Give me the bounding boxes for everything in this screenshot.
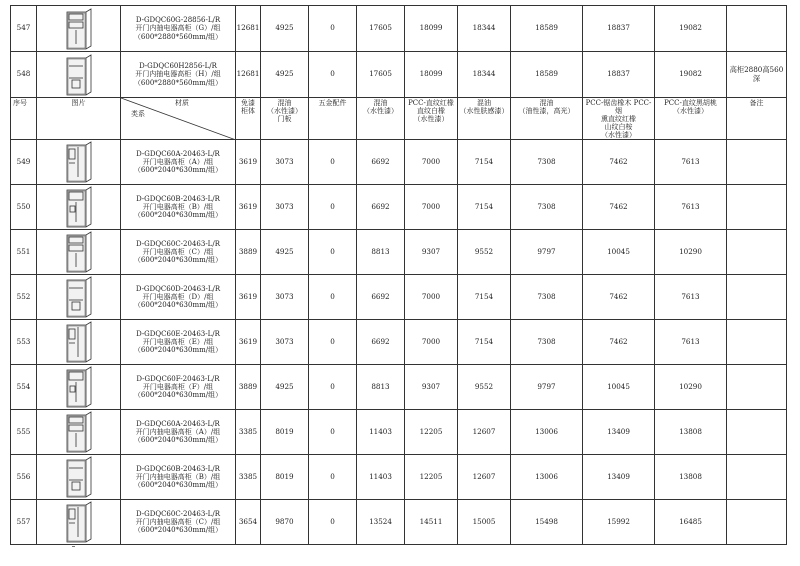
description-line3: （600*2040*630mm/组） bbox=[133, 211, 223, 220]
price-v3: 0 bbox=[309, 365, 357, 410]
price-v5: 18099 bbox=[405, 52, 458, 98]
price-v8: 7462 bbox=[583, 320, 655, 365]
price-v2: 8019 bbox=[261, 410, 309, 455]
price-v3: 0 bbox=[309, 455, 357, 500]
row-remark bbox=[727, 455, 787, 500]
row-image bbox=[37, 140, 121, 185]
price-v6: 7154 bbox=[458, 320, 511, 365]
row-seq: 557 bbox=[11, 500, 37, 545]
description-line2: 开门内抽电器高柜（H）/组 bbox=[135, 70, 221, 79]
price-v8: 13409 bbox=[583, 410, 655, 455]
price-v4: 17605 bbox=[357, 52, 405, 98]
description-line2: 开门内抽电器高柜（C）/组 bbox=[135, 518, 221, 527]
price-v4: 17605 bbox=[357, 6, 405, 52]
price-v6: 15005 bbox=[458, 500, 511, 545]
price-v1: 3385 bbox=[236, 410, 261, 455]
price-v3: 0 bbox=[309, 275, 357, 320]
price-v7: 9797 bbox=[511, 230, 583, 275]
description-line1: D-GDQC60E-20463-L/R bbox=[136, 330, 220, 339]
description-line1: D-GDQC60D-20463-L/R bbox=[135, 285, 221, 294]
price-v3: 0 bbox=[309, 500, 357, 545]
price-v5: 12205 bbox=[405, 455, 458, 500]
row-seq: 552 bbox=[11, 275, 37, 320]
price-v1: 3619 bbox=[236, 275, 261, 320]
header-material-category bbox=[121, 98, 236, 140]
price-v9: 7613 bbox=[655, 185, 727, 230]
description-line3: （600*2040*630mm/组） bbox=[133, 346, 223, 355]
price-v6: 9552 bbox=[458, 365, 511, 410]
price-v4: 13524 bbox=[357, 500, 405, 545]
price-v7: 13006 bbox=[511, 410, 583, 455]
row-description bbox=[121, 185, 236, 230]
price-v3: 0 bbox=[309, 140, 357, 185]
row-image bbox=[37, 365, 121, 410]
header-door-a: 混油 （水性漆） 门板 bbox=[261, 98, 309, 140]
price-v9: 13808 bbox=[655, 410, 727, 455]
row-image bbox=[37, 230, 121, 275]
row-seq: 548 bbox=[11, 52, 37, 98]
table-row bbox=[11, 320, 787, 365]
row-image bbox=[37, 455, 121, 500]
description-line1: D-GDQC60A-20463-L/R bbox=[136, 420, 220, 429]
price-v8: 7462 bbox=[583, 185, 655, 230]
price-v8: 13409 bbox=[583, 455, 655, 500]
price-v9: 19082 bbox=[655, 52, 727, 98]
price-v9: 10290 bbox=[655, 230, 727, 275]
price-v3: 0 bbox=[309, 230, 357, 275]
cabinet-icon bbox=[37, 141, 120, 183]
row-image bbox=[37, 185, 121, 230]
cabinet-icon bbox=[37, 186, 120, 228]
row-image bbox=[37, 52, 121, 98]
price-v1: 3654 bbox=[236, 500, 261, 545]
row-description bbox=[121, 140, 236, 185]
cabinet-icon bbox=[37, 366, 120, 408]
price-v7: 18589 bbox=[511, 6, 583, 52]
cabinet-icon bbox=[37, 231, 120, 273]
cabinet-icon bbox=[37, 54, 120, 96]
description-line2: 开门内抽电器高柜（A）/组 bbox=[135, 428, 221, 437]
price-v7: 7308 bbox=[511, 140, 583, 185]
description-line2: 开门电器高柜（A）/组 bbox=[142, 158, 214, 167]
description-line2: 开门电器高柜（D）/组 bbox=[142, 293, 214, 302]
header-pcc-walnut: PCC-直纹黑胡桃 （水性漆） bbox=[655, 98, 727, 140]
row-seq: 549 bbox=[11, 140, 37, 185]
price-v1: 3889 bbox=[236, 230, 261, 275]
header-row bbox=[11, 98, 787, 140]
price-v4: 6692 bbox=[357, 275, 405, 320]
price-v9: 16485 bbox=[655, 500, 727, 545]
price-v7: 13006 bbox=[511, 455, 583, 500]
row-description bbox=[121, 500, 236, 545]
header-remark: 备注 bbox=[727, 98, 787, 140]
price-v5: 7000 bbox=[405, 320, 458, 365]
row-description bbox=[121, 230, 236, 275]
header-door-c: 混油 （水性肤感漆） bbox=[458, 98, 511, 140]
price-v7: 9797 bbox=[511, 365, 583, 410]
price-v4: 11403 bbox=[357, 410, 405, 455]
price-v8: 10045 bbox=[583, 365, 655, 410]
description-line1: D-GDQC60G-28856-L/R bbox=[135, 16, 221, 25]
description-line1: D-GDQC60C-20463-L/R bbox=[136, 510, 220, 519]
price-v5: 7000 bbox=[405, 275, 458, 320]
row-seq: 547 bbox=[11, 6, 37, 52]
row-remark bbox=[727, 365, 787, 410]
price-v1: 3889 bbox=[236, 365, 261, 410]
price-v8: 10045 bbox=[583, 230, 655, 275]
price-v4: 8813 bbox=[357, 230, 405, 275]
price-v5: 7000 bbox=[405, 185, 458, 230]
price-v2: 3073 bbox=[261, 320, 309, 365]
header-pcc-oak: PCC-直纹红橡 直纹白橡 （水性漆） bbox=[405, 98, 458, 140]
price-v6: 7154 bbox=[458, 140, 511, 185]
price-v8: 7462 bbox=[583, 140, 655, 185]
price-v3: 0 bbox=[309, 52, 357, 98]
description-line1: D-GDQC60A-20463-L/R bbox=[136, 150, 220, 159]
price-v2: 4925 bbox=[261, 6, 309, 52]
price-v6: 12607 bbox=[458, 455, 511, 500]
header-body: 免漆 柜体 bbox=[236, 98, 261, 140]
row-remark bbox=[727, 320, 787, 365]
price-v7: 7308 bbox=[511, 275, 583, 320]
header-hardware: 五金配件 bbox=[309, 98, 357, 140]
row-remark bbox=[727, 230, 787, 275]
row-description bbox=[121, 275, 236, 320]
price-v5: 12205 bbox=[405, 410, 458, 455]
price-v3: 0 bbox=[309, 410, 357, 455]
price-v3: 0 bbox=[309, 320, 357, 365]
description-line3: （600*2040*630mm/组） bbox=[133, 481, 223, 490]
table-row bbox=[11, 500, 787, 545]
price-v5: 9307 bbox=[405, 230, 458, 275]
row-image bbox=[37, 320, 121, 365]
table-row bbox=[11, 365, 787, 410]
price-v9: 7613 bbox=[655, 140, 727, 185]
row-description bbox=[121, 455, 236, 500]
description-line3: （600*2040*630mm/组） bbox=[133, 391, 223, 400]
description-line3: （600*2040*630mm/组） bbox=[133, 436, 223, 445]
price-v9: 10290 bbox=[655, 365, 727, 410]
row-remark bbox=[727, 6, 787, 52]
price-v1: 12681 bbox=[236, 52, 261, 98]
table-row bbox=[11, 140, 787, 185]
header-seq: 序号 bbox=[11, 98, 37, 140]
price-table bbox=[10, 5, 787, 545]
row-seq: 556 bbox=[11, 455, 37, 500]
price-v7: 7308 bbox=[511, 320, 583, 365]
price-v2: 4925 bbox=[261, 230, 309, 275]
price-v3: 0 bbox=[309, 6, 357, 52]
row-description bbox=[121, 6, 236, 52]
table-row bbox=[11, 275, 787, 320]
price-v1: 3619 bbox=[236, 185, 261, 230]
price-v3: 0 bbox=[309, 185, 357, 230]
header-pcc-saw: PCC-锯齿橡木 PCC-烟 熏直纹红橡 山纹白桉 （水性漆） bbox=[583, 98, 655, 140]
description-line2: 开门内抽电器高柜（G）/组 bbox=[135, 24, 221, 33]
row-remark bbox=[727, 140, 787, 185]
price-v2: 4925 bbox=[261, 52, 309, 98]
price-v2: 9870 bbox=[261, 500, 309, 545]
header-door-d: 混油 （油性漆，高光） bbox=[511, 98, 583, 140]
row-description bbox=[121, 365, 236, 410]
row-image bbox=[37, 6, 121, 52]
price-v2: 3073 bbox=[261, 275, 309, 320]
description-line1: D-GDQC60C-20463-L/R bbox=[136, 240, 220, 249]
row-image bbox=[37, 500, 121, 545]
description-line2: 开门电器高柜（B）/组 bbox=[142, 203, 214, 212]
description-line1: D-GDQC60B-20463-L/R bbox=[136, 465, 220, 474]
row-remark: 高柜2880高560深 bbox=[727, 52, 787, 98]
description-line3: （600*2880*560mm/组） bbox=[133, 32, 223, 41]
price-v9: 7613 bbox=[655, 320, 727, 365]
price-v7: 18589 bbox=[511, 52, 583, 98]
cabinet-icon bbox=[37, 276, 120, 318]
table-row bbox=[11, 410, 787, 455]
table-row bbox=[11, 455, 787, 500]
price-v5: 18099 bbox=[405, 6, 458, 52]
price-v8: 15992 bbox=[583, 500, 655, 545]
description-line2: 开门内抽电器高柜（B）/组 bbox=[135, 473, 221, 482]
header-door-b: 混油 （水性漆） bbox=[357, 98, 405, 140]
row-seq: 550 bbox=[11, 185, 37, 230]
header-image: 图片 bbox=[37, 98, 121, 140]
row-description bbox=[121, 410, 236, 455]
price-v7: 7308 bbox=[511, 185, 583, 230]
description-line2: 开门电器高柜（F）/组 bbox=[142, 383, 214, 392]
description-line1: D-GDQC60F-20463-L/R bbox=[136, 375, 220, 384]
row-remark bbox=[727, 410, 787, 455]
price-v2: 4925 bbox=[261, 365, 309, 410]
price-v4: 6692 bbox=[357, 140, 405, 185]
price-v6: 12607 bbox=[458, 410, 511, 455]
price-v5: 7000 bbox=[405, 140, 458, 185]
price-v5: 14511 bbox=[405, 500, 458, 545]
price-v9: 19082 bbox=[655, 6, 727, 52]
row-image bbox=[37, 410, 121, 455]
row-seq: 554 bbox=[11, 365, 37, 410]
table-row bbox=[11, 52, 787, 98]
price-v6: 18344 bbox=[458, 6, 511, 52]
row-remark bbox=[727, 275, 787, 320]
table-row bbox=[11, 185, 787, 230]
row-seq: 551 bbox=[11, 230, 37, 275]
cabinet-icon bbox=[37, 321, 120, 363]
cabinet-icon bbox=[37, 501, 120, 543]
price-v1: 3385 bbox=[236, 455, 261, 500]
price-v8: 18837 bbox=[583, 6, 655, 52]
description-line3: （600*2040*630mm/组） bbox=[133, 301, 223, 310]
row-image bbox=[37, 275, 121, 320]
cabinet-icon bbox=[37, 8, 120, 50]
price-v1: 12681 bbox=[236, 6, 261, 52]
header-material: 材质 bbox=[175, 99, 189, 107]
description-line3: （600*2040*630mm/组） bbox=[133, 166, 223, 175]
price-v1: 3619 bbox=[236, 320, 261, 365]
price-v2: 3073 bbox=[261, 185, 309, 230]
price-v2: 3073 bbox=[261, 140, 309, 185]
cabinet-icon bbox=[37, 411, 120, 453]
price-v4: 6692 bbox=[357, 320, 405, 365]
description-line3: （600*2040*630mm/组） bbox=[133, 526, 223, 535]
description-line2: 开门电器高柜（C）/组 bbox=[142, 248, 214, 257]
price-v6: 18344 bbox=[458, 52, 511, 98]
price-v9: 7613 bbox=[655, 275, 727, 320]
price-v4: 8813 bbox=[357, 365, 405, 410]
row-remark bbox=[727, 185, 787, 230]
price-v1: 3619 bbox=[236, 140, 261, 185]
description-line1: D-GDQC60B-20463-L/R bbox=[136, 195, 220, 204]
price-v5: 9307 bbox=[405, 365, 458, 410]
price-v2: 8019 bbox=[261, 455, 309, 500]
table-row bbox=[11, 6, 787, 52]
price-v6: 7154 bbox=[458, 275, 511, 320]
description-line1: D-GDQC60H2856-L/R bbox=[139, 62, 217, 71]
header-category: 类系 bbox=[131, 110, 145, 118]
price-v7: 15498 bbox=[511, 500, 583, 545]
price-v8: 18837 bbox=[583, 52, 655, 98]
description-line3: （600*2880*560mm/组） bbox=[133, 78, 223, 87]
price-v6: 9552 bbox=[458, 230, 511, 275]
price-v8: 7462 bbox=[583, 275, 655, 320]
price-v4: 6692 bbox=[357, 185, 405, 230]
row-description bbox=[121, 52, 236, 98]
price-v4: 11403 bbox=[357, 455, 405, 500]
row-remark bbox=[727, 500, 787, 545]
description-line3: （600*2040*630mm/组） bbox=[133, 256, 223, 265]
page-mark bbox=[72, 546, 75, 547]
row-description bbox=[121, 320, 236, 365]
row-seq: 555 bbox=[11, 410, 37, 455]
description-line2: 开门电器高柜（E）/组 bbox=[142, 338, 214, 347]
price-v6: 7154 bbox=[458, 185, 511, 230]
table-row bbox=[11, 230, 787, 275]
price-v9: 13808 bbox=[655, 455, 727, 500]
row-seq: 553 bbox=[11, 320, 37, 365]
cabinet-icon bbox=[37, 456, 120, 498]
